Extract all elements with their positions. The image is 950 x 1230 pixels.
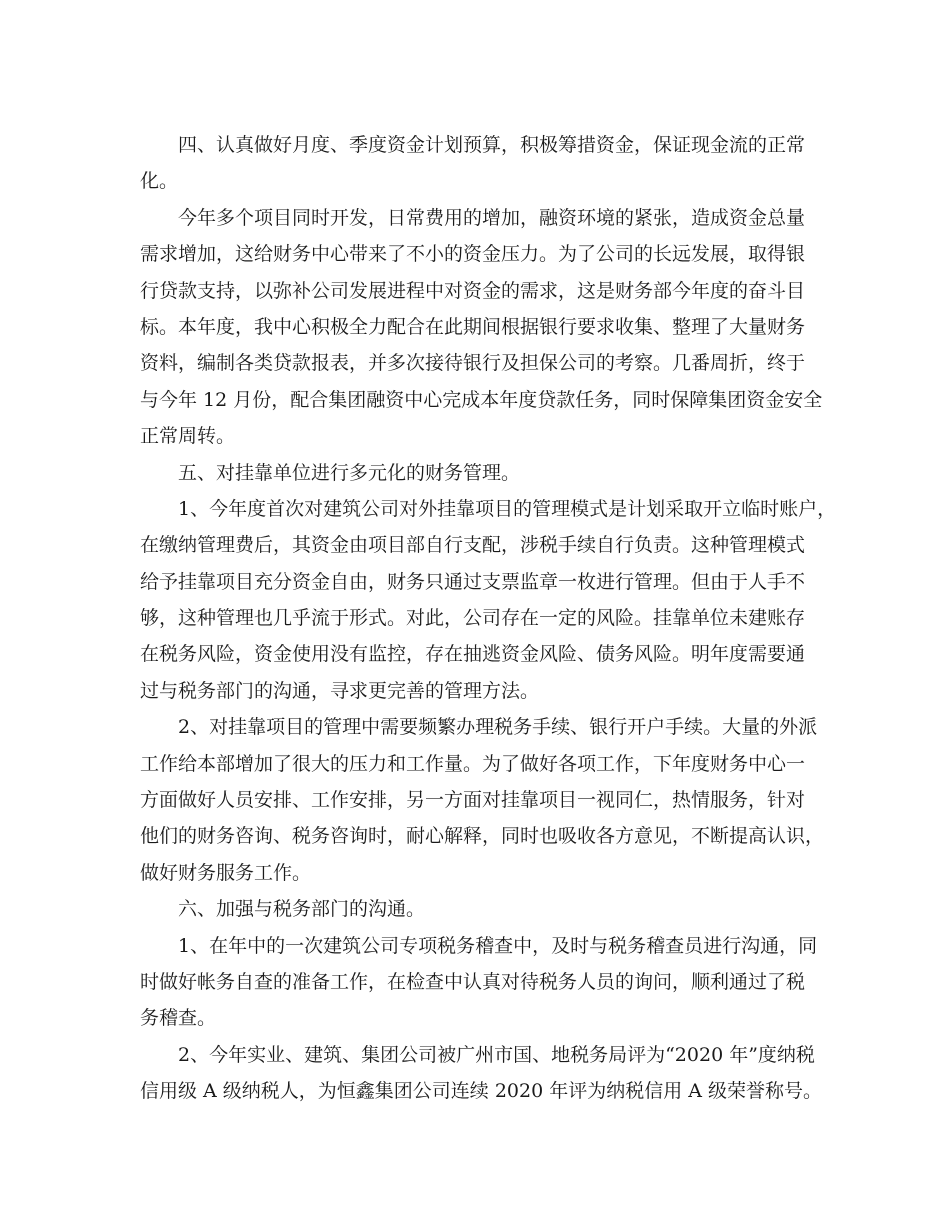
text-line: 正常周转。	[140, 425, 236, 448]
text-line: 在缴纳管理费后，其资金由项目部自行支配，涉税手续自行负责。这种管理模式	[140, 534, 806, 557]
text-line: 做好财务服务工作。	[140, 861, 312, 884]
text-line: 需求增加，这给财务中心带来了不小的资金压力。为了公司的长远发展，取得银	[140, 243, 806, 266]
document-body	[140, 127, 837, 1110]
text-line: 与今年 12 月份，配合集团融资中心完成本年度贷款任务，同时保障集团资金安全	[140, 388, 823, 411]
text-line: 给予挂靠项目充分资金自由，财务只通过支票监章一枚进行管理。但由于人手不	[140, 570, 806, 593]
text-line: 在税务风险，资金使用没有监控，存在抽逃资金风险、债务风险。明年度需要通	[140, 643, 806, 666]
text-line: 行贷款支持，以弥补公司发展进程中对资金的需求，这是财务部今年度的奋斗目	[140, 279, 806, 302]
paragraph-heading-5: 五、对挂靠单位进行多元化的财务管理。	[178, 461, 521, 484]
paragraph-heading-6: 六、加强与税务部门的沟通。	[178, 898, 426, 921]
text-line: 务稽查。	[140, 1007, 217, 1030]
paragraph-start: 今年多个项目同时开发，日常费用的增加，融资环境的紧张，造成资金总量	[178, 206, 806, 229]
paragraph-start: 2、今年实业、建筑、集团公司被广州市国、地税务局评为“2020 年”度纳税	[178, 1043, 815, 1066]
text-line: 工作给本部增加了很大的压力和工作量。为了做好各项工作，下年度财务中心一	[140, 752, 806, 775]
text-line: 过与税务部门的沟通，寻求更完善的管理方法。	[140, 679, 540, 702]
text-line: 够，这种管理也几乎流于形式。对此，公司存在一定的风险。挂靠单位未建账存	[140, 607, 806, 630]
paragraph-start: 1、在年中的一次建筑公司专项税务稽查中，及时与税务稽查员进行沟通，同	[178, 934, 818, 957]
text-line: 标。本年度，我中心积极全力配合在此期间根据银行要求收集、整理了大量财务	[140, 315, 806, 338]
text-line: 方面做好人员安排、工作安排，另一方面对挂靠项目一视同仁，热情服务，针对	[140, 789, 806, 812]
text-line: 化。	[140, 170, 179, 193]
text-line: 信用级 A 级纳税人，为恒鑫集团公司连续 2020 年评为纳税信用 A 级荣誉称号。	[140, 1080, 823, 1103]
text-line: 资料，编制各类贷款报表，并多次接待银行及担保公司的考察。几番周折，终于	[140, 352, 806, 375]
paragraph-heading-4: 四、认真做好月度、季度资金计划预算，积极筹措资金，保证现金流的正常	[178, 134, 806, 156]
text-line: 时做好帐务自查的准备工作，在检查中认真对待税务人员的询问，顺利通过了税	[140, 970, 806, 993]
paragraph-start: 2、对挂靠项目的管理中需要频繁办理税务手续、银行开户手续。大量的外派	[178, 716, 818, 739]
paragraph-start: 1、今年度首次对建筑公司对外挂靠项目的管理模式是计划采取开立临时账户，	[178, 497, 837, 520]
text-line: 他们的财务咨询、税务咨询时，耐心解释，同时也吸收各方意见，不断提高认识，	[140, 825, 825, 848]
